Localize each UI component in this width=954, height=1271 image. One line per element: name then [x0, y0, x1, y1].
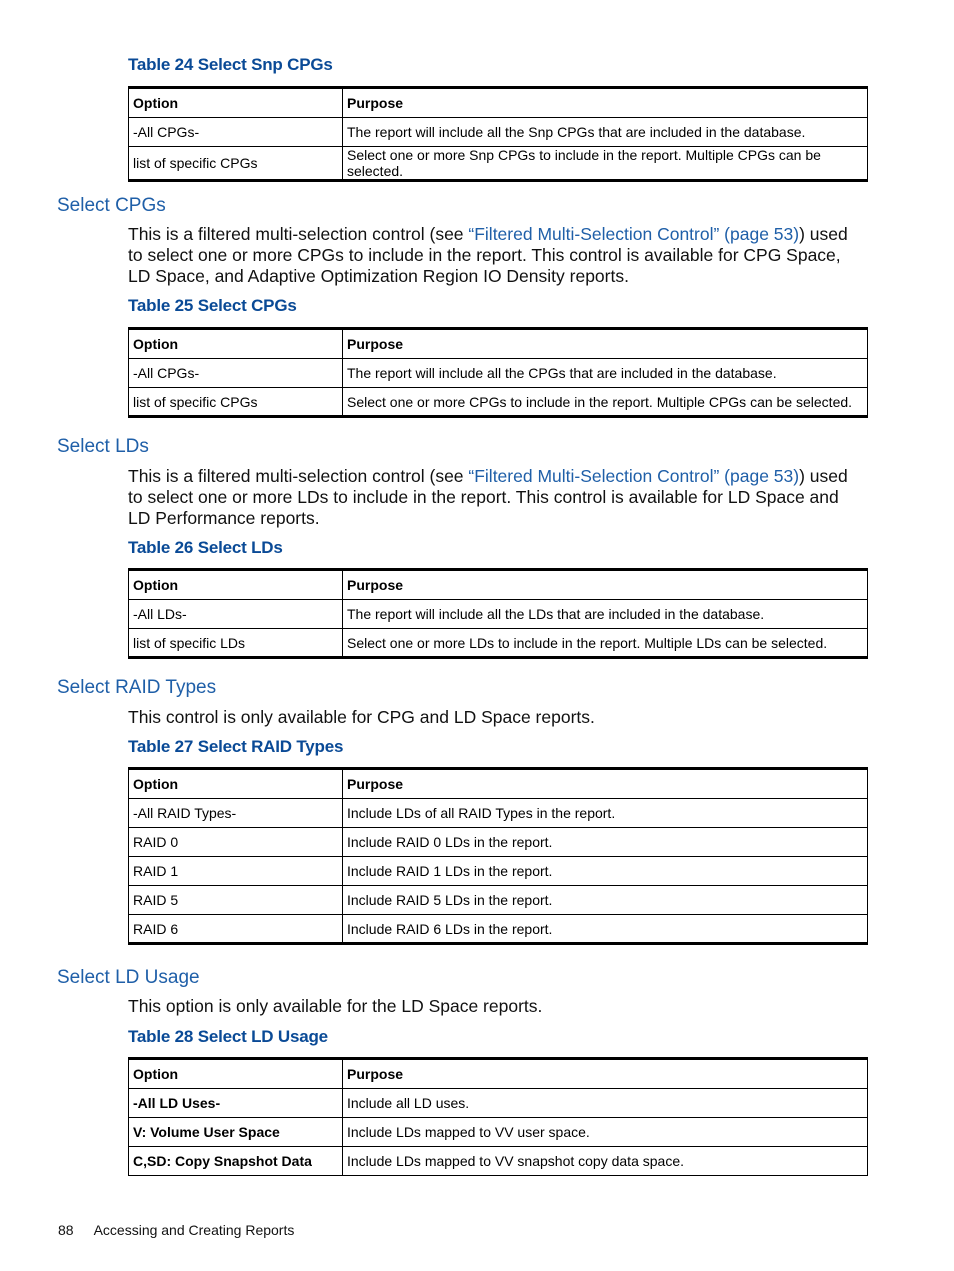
section-heading-select-lds: Select LDs: [57, 436, 149, 457]
table-row: [129, 857, 868, 886]
table-row: [129, 799, 868, 828]
column-header-option: Option: [129, 1059, 343, 1089]
section-heading-select-cpgs: Select CPGs: [57, 195, 166, 216]
table-row: [129, 1118, 868, 1147]
table-row: [129, 388, 868, 417]
table-28-select-ld-usage: [128, 1057, 868, 1176]
option-cell: RAID 6: [129, 915, 343, 944]
table-25-select-cpgs: [128, 327, 868, 418]
option-cell: -All LD Uses-: [129, 1089, 343, 1118]
purpose-cell: Select one or more LDs to include in the report. Multiple LDs can be selected.: [343, 629, 868, 658]
filtered-multi-selection-link[interactable]: “Filtered Multi-Selection Control” (page 53): [468, 466, 800, 486]
page-footer: [58, 1222, 294, 1238]
option-cell: RAID 5: [129, 886, 343, 915]
purpose-cell: Include all LD uses.: [343, 1089, 868, 1118]
purpose-cell: Include RAID 6 LDs in the report.: [343, 915, 868, 944]
description-text: This is a filtered multi-selection control (see: [128, 466, 469, 486]
option-cell: list of specific LDs: [129, 629, 343, 658]
select-cpgs-description: [128, 224, 858, 287]
option-cell: V: Volume User Space: [129, 1118, 343, 1147]
purpose-cell: The report will include all the LDs that are included in the database.: [343, 600, 868, 629]
option-cell: list of specific CPGs: [129, 147, 343, 181]
purpose-cell: Include LDs mapped to VV user space.: [343, 1118, 868, 1147]
table-header-row: [129, 769, 868, 799]
table-26-select-lds: [128, 568, 868, 659]
column-header-purpose: Purpose: [343, 769, 868, 799]
purpose-cell: Include LDs of all RAID Types in the report.: [343, 799, 868, 828]
purpose-cell: Include LDs mapped to VV snapshot copy data space.: [343, 1147, 868, 1176]
column-header-purpose: Purpose: [343, 329, 868, 359]
table-header-row: [129, 570, 868, 600]
purpose-cell: Select one or more Snp CPGs to include in the report. Multiple CPGs can be selected.: [343, 147, 868, 181]
option-cell: RAID 0: [129, 828, 343, 857]
purpose-cell: Select one or more CPGs to include in the report. Multiple CPGs can be selected.: [343, 388, 868, 417]
option-cell: C,SD: Copy Snapshot Data: [129, 1147, 343, 1176]
column-header-option: Option: [129, 769, 343, 799]
table-row: [129, 118, 868, 147]
purpose-cell: Include RAID 1 LDs in the report.: [343, 857, 868, 886]
column-header-purpose: Purpose: [343, 1059, 868, 1089]
table-row: [129, 147, 868, 181]
column-header-purpose: Purpose: [343, 570, 868, 600]
column-header-option: Option: [129, 570, 343, 600]
table-header-row: [129, 1059, 868, 1089]
table-row: [129, 359, 868, 388]
select-lds-description: [128, 466, 858, 529]
table-28-caption: Table 28 Select LD Usage: [128, 1027, 328, 1046]
purpose-cell: The report will include all the Snp CPGs that are included in the database.: [343, 118, 868, 147]
option-cell: -All RAID Types-: [129, 799, 343, 828]
filtered-multi-selection-link[interactable]: “Filtered Multi-Selection Control” (page 53): [468, 224, 800, 244]
table-header-row: [129, 329, 868, 359]
table-row: [129, 629, 868, 658]
footer-section-title: Accessing and Creating Reports: [93, 1222, 295, 1238]
option-cell: RAID 1: [129, 857, 343, 886]
table-24-select-snp-cpgs: [128, 86, 868, 182]
description-text: ) used to select one or more CPGs to include in the report. This control is available for CPG Space, LD Space, and Adaptive Optimization Region IO Density reports.: [128, 224, 848, 286]
column-header-option: Option: [129, 329, 343, 359]
description-text: This is a filtered multi-selection control (see: [128, 224, 469, 244]
select-raid-types-description: This control is only available for CPG and LD Space reports.: [128, 707, 595, 727]
table-row: [129, 600, 868, 629]
option-cell: -All CPGs-: [129, 118, 343, 147]
option-cell: -All LDs-: [129, 600, 343, 629]
table-row: [129, 828, 868, 857]
purpose-cell: Include RAID 5 LDs in the report.: [343, 886, 868, 915]
column-header-option: Option: [129, 88, 343, 118]
table-27-caption: Table 27 Select RAID Types: [128, 737, 344, 756]
table-row: [129, 886, 868, 915]
table-row: [129, 915, 868, 944]
column-header-purpose: Purpose: [343, 88, 868, 118]
section-heading-select-raid-types: Select RAID Types: [57, 677, 217, 698]
purpose-cell: Include RAID 0 LDs in the report.: [343, 828, 868, 857]
table-25-caption: Table 25 Select CPGs: [128, 296, 297, 315]
table-header-row: [129, 88, 868, 118]
section-heading-select-ld-usage: Select LD Usage: [57, 967, 200, 988]
table-27-select-raid-types: [128, 767, 868, 945]
table-row: [129, 1089, 868, 1118]
purpose-cell: The report will include all the CPGs that are included in the database.: [343, 359, 868, 388]
description-text: ) used to select one or more LDs to include in the report. This control is available for LD Space and LD Performance reports.: [128, 466, 848, 528]
table-26-caption: Table 26 Select LDs: [128, 538, 283, 557]
option-cell: list of specific CPGs: [129, 388, 343, 417]
table-24-caption: Table 24 Select Snp CPGs: [128, 55, 333, 74]
select-ld-usage-description: This option is only available for the LD Space reports.: [128, 996, 543, 1016]
page-number: 88: [58, 1222, 74, 1238]
table-row: [129, 1147, 868, 1176]
option-cell: -All CPGs-: [129, 359, 343, 388]
